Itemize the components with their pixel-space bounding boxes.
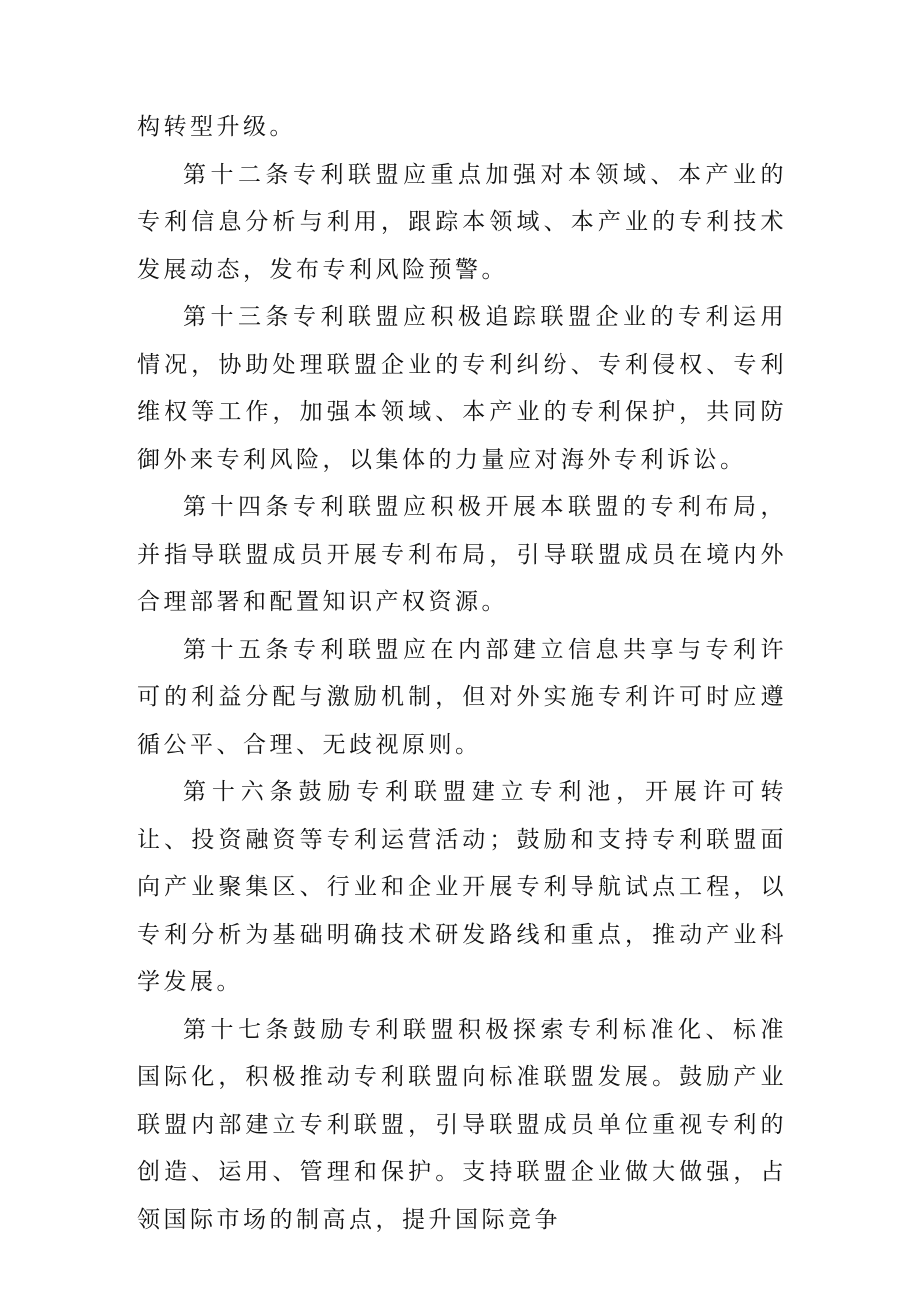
article-15-paragraph: 第十五条专利联盟应在内部建立信息共享与专利许可的利益分配与激励机制，但对外实施专利许可时应遵循公平、合理、无歧视原则。: [137, 636, 787, 758]
article-13-paragraph: 第十三条专利联盟应积极追踪联盟企业的专利运用情况，协助处理联盟企业的专利纠纷、专利侵权、专利维权等工作，加强本领域、本产业的专利保护，共同防御外来专利风险，以集体的力量应对海外专利诉讼。: [137, 304, 787, 473]
document-body: [137, 104, 787, 1244]
article-12-paragraph: 第十二条专利联盟应重点加强对本领域、本产业的专利信息分析与利用，跟踪本领域、本产业的专利技术发展动态，发布专利风险预警。: [137, 161, 787, 283]
paragraph-continuation: 构转型升级。: [137, 114, 296, 140]
article-14-paragraph: 第十四条专利联盟应积极开展本联盟的专利布局，并指导联盟成员开展专利布局，引导联盟成员在境内外合理部署和配置知识产权资源。: [137, 494, 787, 615]
article-17-paragraph: 第十七条鼓励专利联盟积极探索专利标准化、标准国际化，积极推动专利联盟向标准联盟发展。鼓励产业联盟内部建立专利联盟，引导联盟成员单位重视专利的创造、运用、管理和保护。支持联盟企业做大做强，占领国际市场的制高点，提升国际竞争: [137, 1016, 787, 1233]
article-16-paragraph: 第十六条鼓励专利联盟建立专利池，开展许可转让、投资融资等专利运营活动；鼓励和支持专利联盟面向产业聚集区、行业和企业开展专利导航试点工程，以专利分析为基础明确技术研发路线和重点，推动产业科学发展。: [137, 779, 787, 995]
